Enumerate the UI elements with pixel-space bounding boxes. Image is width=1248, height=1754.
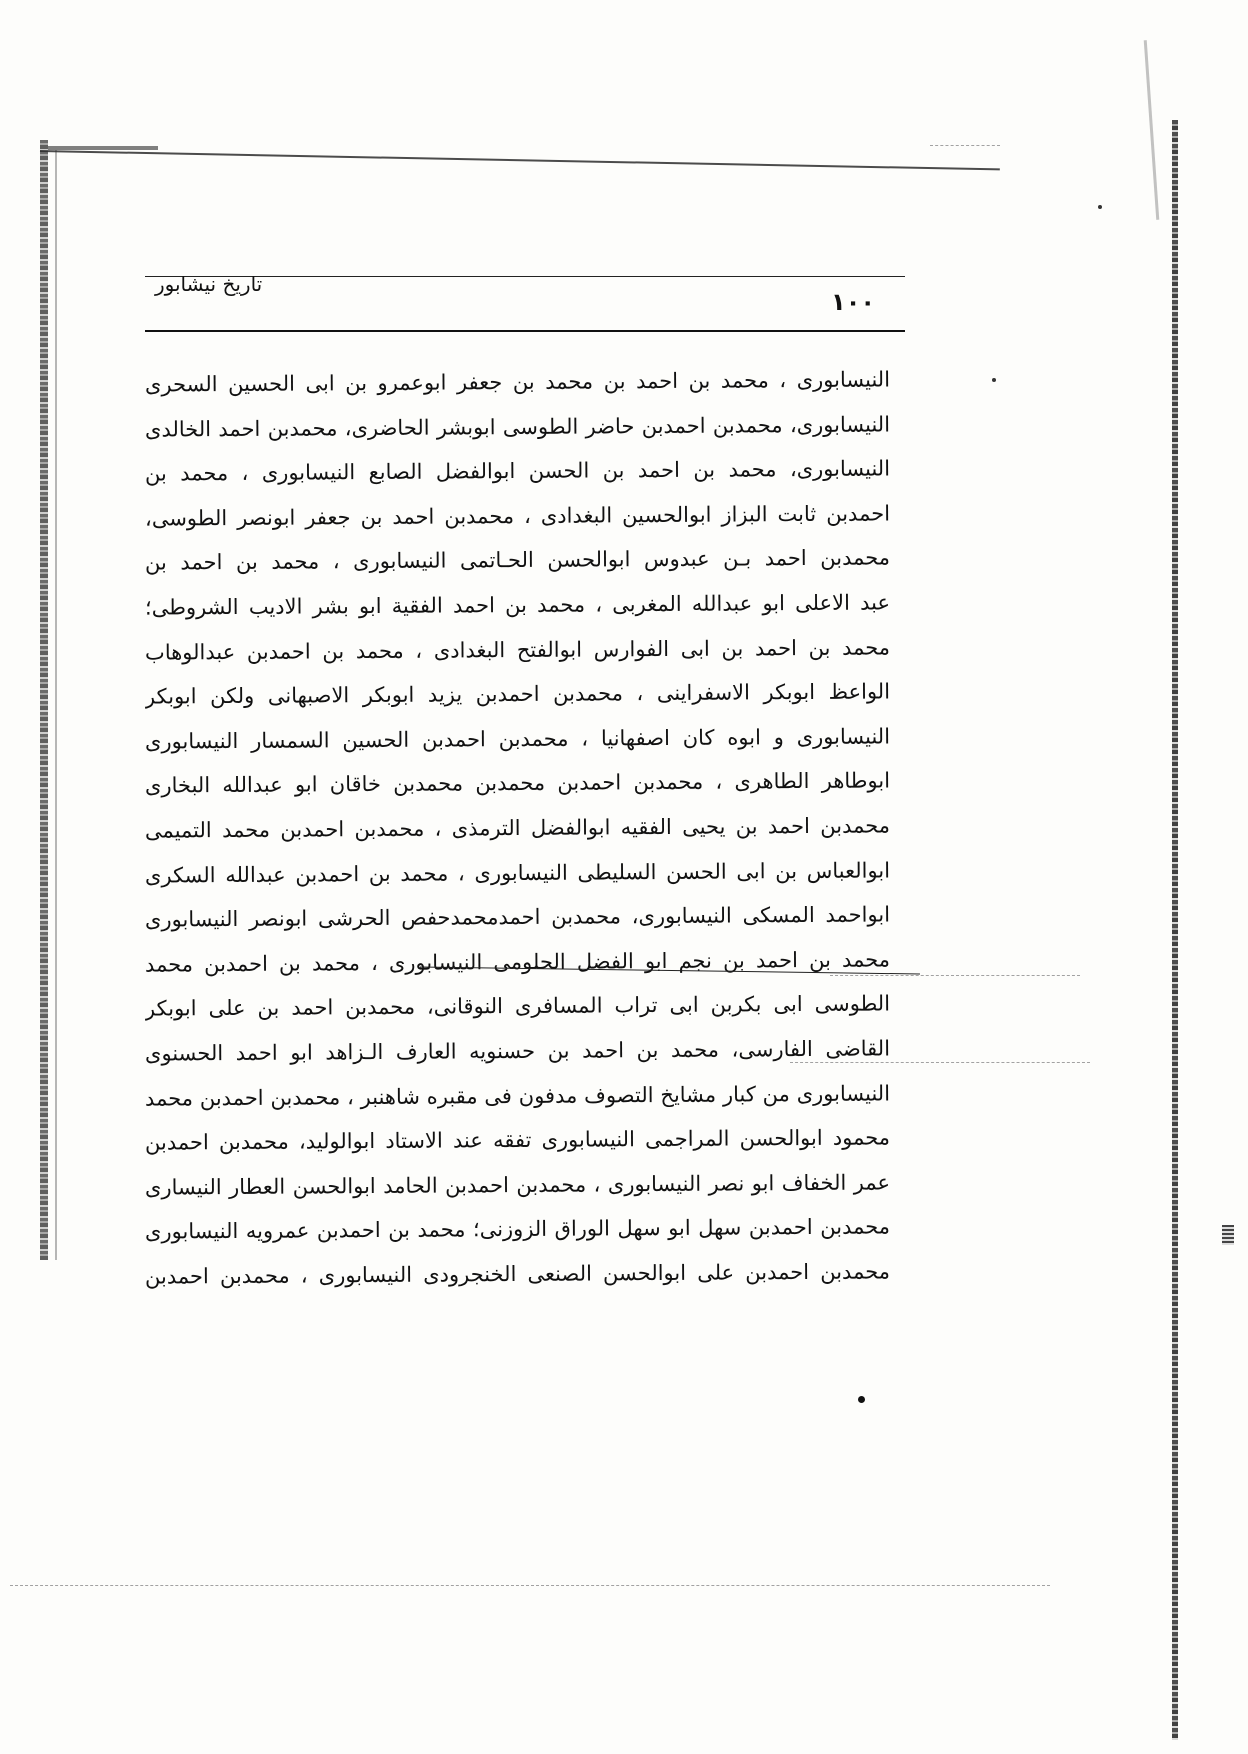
header-rule-bottom: [145, 330, 905, 332]
scan-left-edge: [40, 140, 48, 1260]
text-line: محمدبن احمد بن یحیی الفقیه ابوالفضل الترمذی ، محمدبن احمدبن محمد التمیمی: [144, 813, 891, 843]
text-line: ابواحمد المسکی النیسابوری، محمدبن احمدمحمدحفص الحرشی ابونصر النیسابوری: [144, 902, 891, 932]
text-line: الطوسی ابی بکربن ابی تراب المسافری النوقانی، محمدبن احمد بن علی ابوبکر: [144, 991, 891, 1021]
text-line: الواعظ ابوبکر الاسفراینی ، محمدبن احمدبن یزید ابوبکر الاصبهانی ولکن ابوبکر: [144, 679, 891, 709]
text-line: عمر الخفاف ابو نصر النیسابوری ، محمدبن احمدبن الحامد ابوالحسن العطار النیساری: [144, 1170, 891, 1200]
text-line: النيسابوری، محمدبن احمدبن حاضر الطوسی ابوبشر الحاضری، محمدبن احمد الخالدی: [144, 411, 891, 442]
text-line: محمدبن احمدبن علی ابوالحسن الصنعی الخنجرودی النیسابوری ، محمدبن احمدبن: [144, 1259, 891, 1289]
scan-dash-top: [930, 145, 1000, 146]
page-header: [145, 248, 905, 343]
text-line: النیسابوری و ابوه کان اصفهانیا ، محمدبن احمدبن الحسین السمسار النیسابوری: [144, 724, 891, 754]
text-line: النيسابوری، محمد بن احمد بن الحسن ابوالفضل الصابع النيسابوری ، محمد بن: [144, 456, 891, 486]
text-line: محمد بن احمد بن ابی الفوارس ابوالفتح البغدادی ، محمد بن احمدبن عبدالوهاب: [144, 634, 891, 665]
scan-right-edge: [1172, 120, 1178, 1740]
text-line: ابوالعباس بن ابی الحسن السلیطی النیسابوری ، محمد بن احمدبن عبدالله السکری: [144, 857, 891, 888]
margin-dot: [858, 1396, 865, 1403]
page-number: ١٠٠: [831, 288, 875, 316]
text-line: القاضی الفارسی، محمد بن احمد بن حسنویه العارف الـزاهد ابو احمد الحسنوی: [144, 1036, 891, 1066]
text-line: النیسابوری من کبار مشایخ التصوف مدفون فی مقبره شاهنبر ، محمدبن احمدبن محمد: [144, 1080, 891, 1111]
scan-top-rule: [40, 150, 1000, 170]
text-line: ابوطاهر الطاهری ، محمدبن احمدبن محمدبن محمدبن خاقان ابو عبدالله البخاری: [144, 768, 891, 798]
text-line: النيسابوری ، محمد بن احمد بن محمد بن جعفر ابوعمرو بن ابی الحسین السحری: [144, 367, 891, 397]
text-line: محمود ابوالحسن المراجمی النیسابوری تفقه عند الاستاد ابوالولید، محمدبن احمدبن: [144, 1125, 891, 1155]
text-line: احمدبن ثابت البزاز ابوالحسین البغدادی ، محمدبن احمد بن جعفر ابونصر الطوسی،: [144, 501, 891, 531]
scan-dash-bottom: [10, 1585, 1050, 1586]
stray-dot: [992, 378, 996, 382]
text-line: محمدبن احمدبن سهل ابو سهل الوراق الزوزنی؛ محمد بن احمدبن عمرویه النیسابوری: [144, 1214, 891, 1244]
text-line: محمدبن احمد بـن عبدوس ابوالحسن الحـاتمی النیسابوری ، محمد بن احمد بن: [144, 545, 891, 575]
scan-right-mark: [1144, 40, 1160, 220]
text-line: عبد الاعلی ابو عبدالله المغربی ، محمد بن احمد الفقیة ابو بشر الادیب الشروطی؛: [144, 590, 891, 620]
scan-right-block: [1222, 1225, 1234, 1245]
scan-top-bar: [48, 146, 158, 150]
scan-left-shadow: [55, 150, 57, 1260]
body-text: [145, 360, 890, 1296]
stray-dot: [1098, 205, 1102, 209]
text-line: محمد بن احمد بن نجم ابو الفضل الحلومی النیسابوری ، محمد بن احمدبن محمد: [144, 947, 891, 977]
running-title: تاريخ نيشابور: [155, 272, 263, 296]
